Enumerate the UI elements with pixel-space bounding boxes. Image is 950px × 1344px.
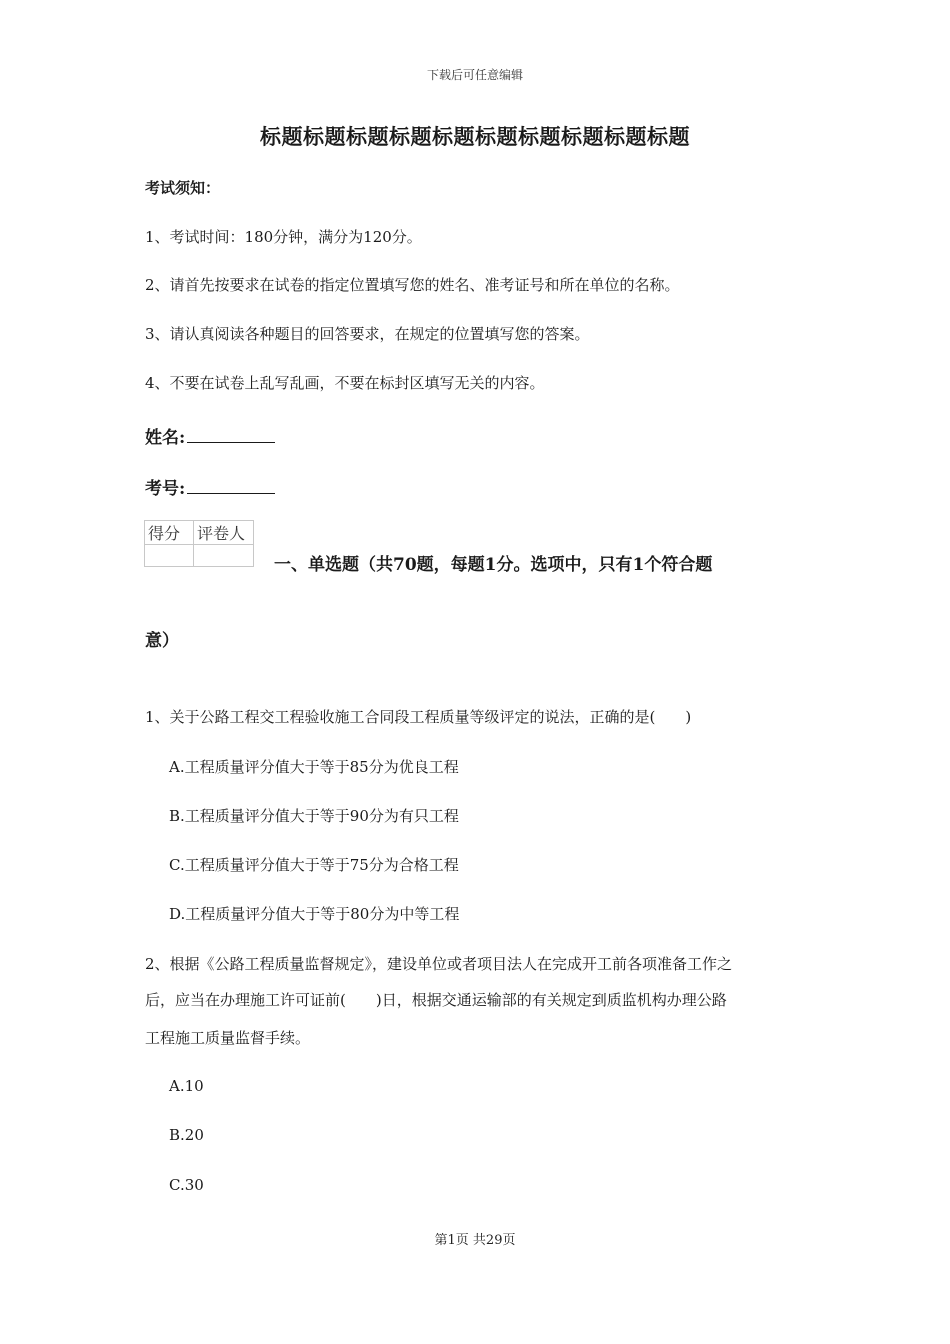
page-header-note: 下载后可任意编辑 <box>426 68 523 82</box>
question-option: B.20 <box>169 1126 204 1144</box>
exam-number-blank-line[interactable] <box>187 476 275 494</box>
question-option: C.工程质量评分值大于等于75分为合格工程 <box>169 856 459 874</box>
score-table-blank-row <box>145 545 254 567</box>
score-cell <box>145 545 194 567</box>
document-title: 标题标题标题标题标题标题标题标题标题标题 <box>260 124 690 149</box>
name-field <box>145 423 275 448</box>
question-stem: 工程施工质量监督手续。 <box>145 1029 311 1047</box>
question-option: A.工程质量评分值大于等于85分为优良工程 <box>169 758 459 776</box>
question-option: A.10 <box>169 1077 204 1095</box>
grader-cell <box>194 545 254 567</box>
instruction-item: 4、不要在试卷上乱写乱画，不要在标封区填写无关的内容。 <box>145 374 545 392</box>
grader-header: 评卷人 <box>194 521 254 545</box>
question-stem: 1、关于公路工程交工程验收施工合同段工程质量等级评定的说法，正确的是( ) <box>145 708 692 726</box>
name-blank-line[interactable] <box>187 425 275 443</box>
section-title-line1: 一、单选题（共70题，每题1分。选项中，只有1个符合题 <box>274 555 713 575</box>
instruction-item: 2、请首先按要求在试卷的指定位置填写您的姓名、准考证号和所在单位的名称。 <box>145 276 680 294</box>
exam-number-label: 考号: <box>145 479 186 499</box>
question-option: D.工程质量评分值大于等于80分为中等工程 <box>169 905 460 923</box>
page-footer-number: 第1页 共29页 <box>434 1233 516 1248</box>
question-option: C.30 <box>169 1176 204 1194</box>
question-option: B.工程质量评分值大于等于90分为有只工程 <box>169 807 459 825</box>
question-stem: 后，应当在办理施工许可证前( )日，根据交通运输部的有关规定到质监机构办理公路 <box>145 991 727 1009</box>
question-stem: 2、根据《公路工程质量监督规定》，建设单位或者项目法人在完成开工前各项准备工作之 <box>145 955 733 973</box>
instruction-item: 1、考试时间：180分钟，满分为120分。 <box>145 228 422 246</box>
section-title-line2: 意） <box>145 631 179 651</box>
score-table-header-row <box>145 521 254 545</box>
score-header: 得分 <box>145 521 194 545</box>
exam-number-field <box>145 474 275 499</box>
instruction-item: 3、请认真阅读各种题目的回答要求，在规定的位置填写您的答案。 <box>145 325 590 343</box>
instructions-heading: 考试须知： <box>145 179 221 197</box>
name-label: 姓名: <box>145 428 186 448</box>
score-table <box>144 520 254 567</box>
